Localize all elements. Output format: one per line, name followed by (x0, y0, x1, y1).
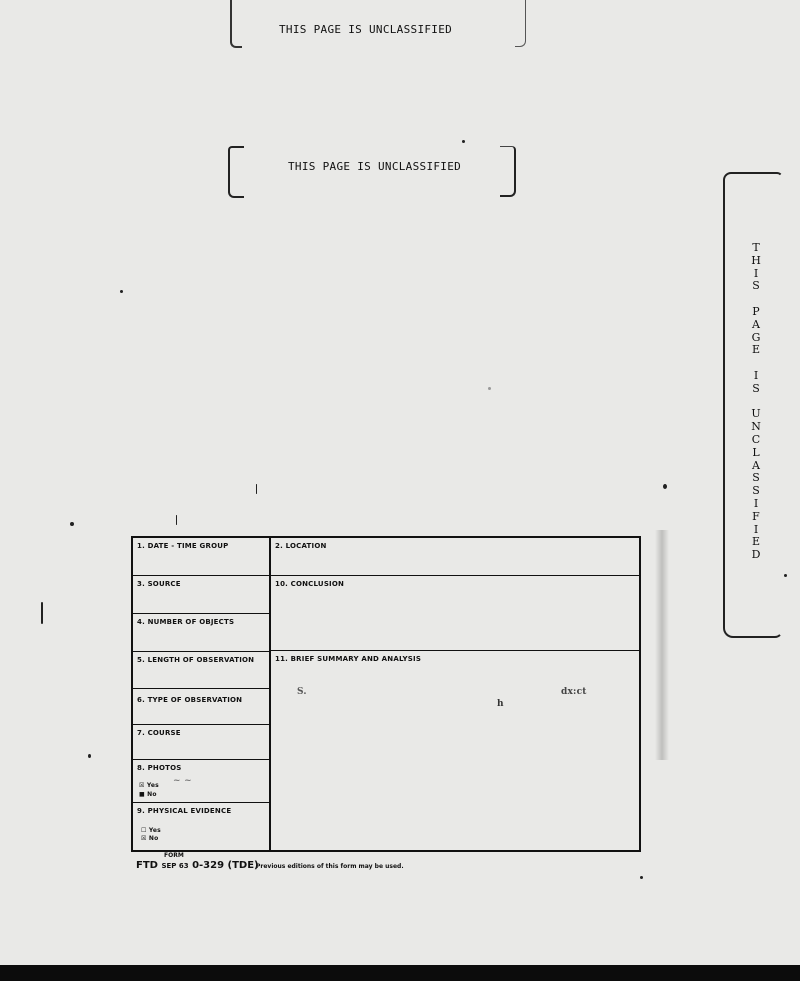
scan-speck (120, 290, 123, 293)
side-banner-letter: I (753, 266, 759, 280)
physical-evidence-cell (133, 803, 269, 848)
summary-fragment-a: S. (297, 687, 307, 697)
footer-form-id: FTD SEP 63 0-329 (TDE) (136, 860, 259, 871)
source-label: 3. SOURCE (137, 580, 181, 588)
date-time-group-label: 1. DATE - TIME GROUP (137, 542, 229, 550)
side-banner-letter: F (752, 509, 760, 523)
side-banner-letter: I (753, 496, 759, 510)
side-banner-letter: A (752, 317, 760, 331)
scan-speck (663, 484, 667, 489)
side-banner-letter: N (751, 420, 761, 434)
type-of-observation-cell (133, 689, 269, 725)
summary-cell (271, 651, 639, 848)
side-banner-letter: L (752, 445, 760, 459)
side-banner-letter: E (751, 535, 761, 549)
number-of-objects-label: 4. NUMBER OF OBJECTS (137, 618, 235, 626)
photos-cell (133, 760, 269, 803)
side-banner-letter: D (751, 548, 761, 562)
number-of-objects-cell (133, 614, 269, 652)
length-of-observation-cell (133, 652, 269, 689)
conclusion-cell (271, 576, 639, 650)
scan-speck (88, 754, 91, 758)
scan-shadow (655, 530, 669, 760)
footer-form-word: FORM (164, 852, 184, 859)
photos-label: 8. PHOTOS (137, 764, 182, 772)
summary-label: 11. BRIEF SUMMARY AND ANALYSIS (275, 655, 422, 663)
type-of-observation-label: 6. TYPE OF OBSERVATION (137, 696, 243, 704)
project-record-card-form (131, 536, 641, 852)
footer-note: Previous editions of this form may be used. (256, 863, 404, 870)
photos-yes-option[interactable]: ☒ Yes (139, 782, 159, 789)
source-cell (133, 576, 269, 614)
location-label: 2. LOCATION (275, 542, 327, 550)
length-of-observation-label: 5. LENGTH OF OBSERVATION (137, 656, 255, 664)
conclusion-label: 10. CONCLUSION (275, 580, 345, 588)
side-banner-letter: H (751, 253, 761, 267)
evidence-yes-option[interactable]: ☐ Yes (141, 827, 161, 834)
location-cell (271, 538, 639, 575)
photos-no-option[interactable]: ■ No (139, 791, 157, 798)
side-banner-letter: C (751, 432, 761, 446)
side-banner-letter: A (752, 458, 760, 472)
summary-fragment-b: h (497, 699, 504, 709)
side-unclassified-banner (749, 242, 763, 562)
scan-speck (256, 484, 257, 494)
scan-speck (176, 515, 177, 525)
side-banner-letter: P (752, 304, 760, 318)
course-cell (133, 725, 269, 760)
scan-speck (640, 876, 643, 879)
side-banner-letter: T (752, 241, 760, 254)
scan-speck (41, 602, 43, 624)
evidence-no-option[interactable]: ☒ No (141, 835, 159, 842)
side-banner-letter: I (753, 368, 759, 382)
photos-handwriting: ~ ~ (173, 776, 192, 786)
scan-speck (488, 387, 491, 390)
side-banner-letter: S (752, 381, 760, 395)
side-banner-letter: U (751, 407, 761, 421)
top-unclassified-banner: THIS PAGE IS UNCLASSIFIED (279, 23, 453, 36)
physical-evidence-label: 9. PHYSICAL EVIDENCE (137, 807, 232, 815)
side-banner-letter: I (753, 522, 759, 536)
side-banner-letter: S (752, 279, 760, 293)
summary-fragment-c: dx:ct (561, 687, 587, 697)
side-banner-letter: S (752, 471, 760, 485)
scan-speck (462, 140, 465, 143)
scan-speck (70, 522, 74, 526)
scan-speck (784, 574, 787, 577)
side-banner-letter: G (751, 330, 761, 344)
course-label: 7. COURSE (137, 729, 181, 737)
date-time-group-cell (133, 538, 269, 576)
side-banner-letter: S (752, 484, 760, 498)
middle-unclassified-banner: THIS PAGE IS UNCLASSIFIED (288, 160, 462, 173)
side-banner-letter: E (751, 343, 761, 357)
scan-bottom-edge (0, 965, 800, 981)
